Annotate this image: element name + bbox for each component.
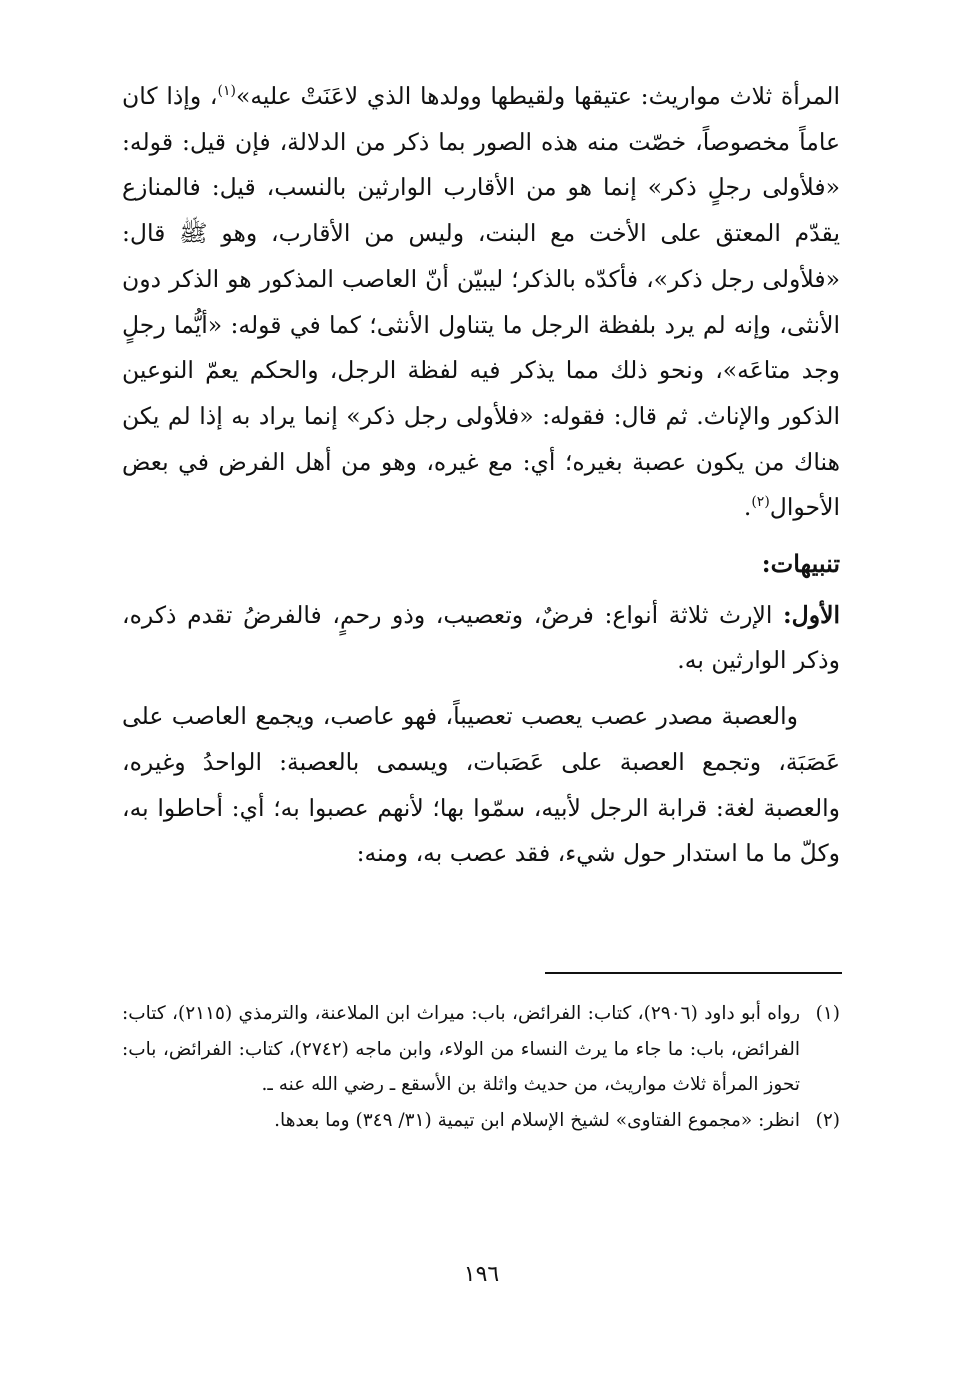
footnote-divider [545, 972, 842, 974]
section-heading: تنبيهات: [761, 549, 840, 579]
page-body [122, 74, 840, 877]
footnote-number: (٢) [815, 1109, 840, 1131]
footnote-ref-1: (١) [217, 83, 236, 100]
footnote-1 [122, 996, 840, 1103]
footnote-number: (١) [815, 1003, 840, 1024]
footnote-text: انظر: «مجموع الفتاوى» لشيخ الإسلام ابن تيمية (٣١/ ٣٤٩) وما بعدها. [274, 1109, 800, 1131]
first-note-text: الإرث ثلاثة أنواع: فرضٌ، وتعصيب، وذو رحمٍ، فالفرضُ تقدم ذكره، وذكر الوارثين به. [122, 600, 840, 675]
paragraph-text-end: . [743, 493, 752, 522]
footnote-2 [122, 1103, 840, 1139]
paragraph-asaba: والعصبة مصدر عصب يعصب تعصيباً، فهو عاصب، ويجمع العاصب على عَصَبَة، وتجمع العصبة على عَصَبات، ويسمى بالعصبة: الواحدُ وغيره، والعصبة لغة: قرابة الرجل لأبيه، سمّوا بها؛ لأنهم عصبوا به؛ أي: أحاطوا به، وكلّ ما ما استدار حول شيء، فقد عصب به، ومنه: [122, 702, 840, 868]
first-note-lead: الأول: [782, 600, 840, 629]
footnote-text: رواه أبو داود (٢٩٠٦)، كتاب: الفرائض، باب: ميراث ابن الملاعنة، والترمذي (٢١١٥)، كتاب: الفرائض، باب: ما جاء ما يرث النساء من الولاء، وابن ماجه (٢٧٤٢)، كتاب: الفرائض، باب: تحوز المرأة ثلاث مواريث، من حديث واثلة بن الأسقع ـ رضي الله عنه ـ. [122, 1003, 801, 1095]
paragraph-first-note [122, 593, 840, 684]
paragraph-continuation [122, 74, 840, 531]
footnote-ref-2: (٢) [751, 494, 770, 511]
footnotes [122, 996, 840, 1138]
paragraph-text-start: المرأة ثلاث مواريث: عتيقها ولقيطها وولدها الذي لاعَنَتْ عليه» [235, 82, 840, 110]
paragraph-text-middle: ، وإذا كان عاماً مخصوصاً، خصّت منه هذه الصور بما ذكر من الدلالة، فإن قيل: قوله: «فلأولى رجلٍ ذكر» إنما هو من الأقارب الوارثين بالنسب، قيل: فالمنازع يقدّم المعتق على الأخت مع البنت، وليس من الأقارب، وهو ﷺ قال: «فلأولى رجل ذكر»، فأكدّه بالذكر؛ ليبيّن أنّ العاصب المذكور هو الذكر دون الأنثى، وإنه لم يرد بلفظة الرجل ما يتناول الأنثى؛ كما في قوله: «أيُّما رجلٍ وجد متاعَه»، ونحو ذلك مما يذكر فيه لفظة الرجل، والحكم يعمّ النوعين الذكور والإناث. ثم قال: فقوله: «فلأولى رجل ذكر» إنما يراد به إذا لم يكن هناك من يكون عصبة بغيره؛ أي: مع غيره، وهو من أهل الفرض في بعض الأحوال [122, 82, 840, 522]
page-number: ١٩٦ [463, 1262, 500, 1287]
